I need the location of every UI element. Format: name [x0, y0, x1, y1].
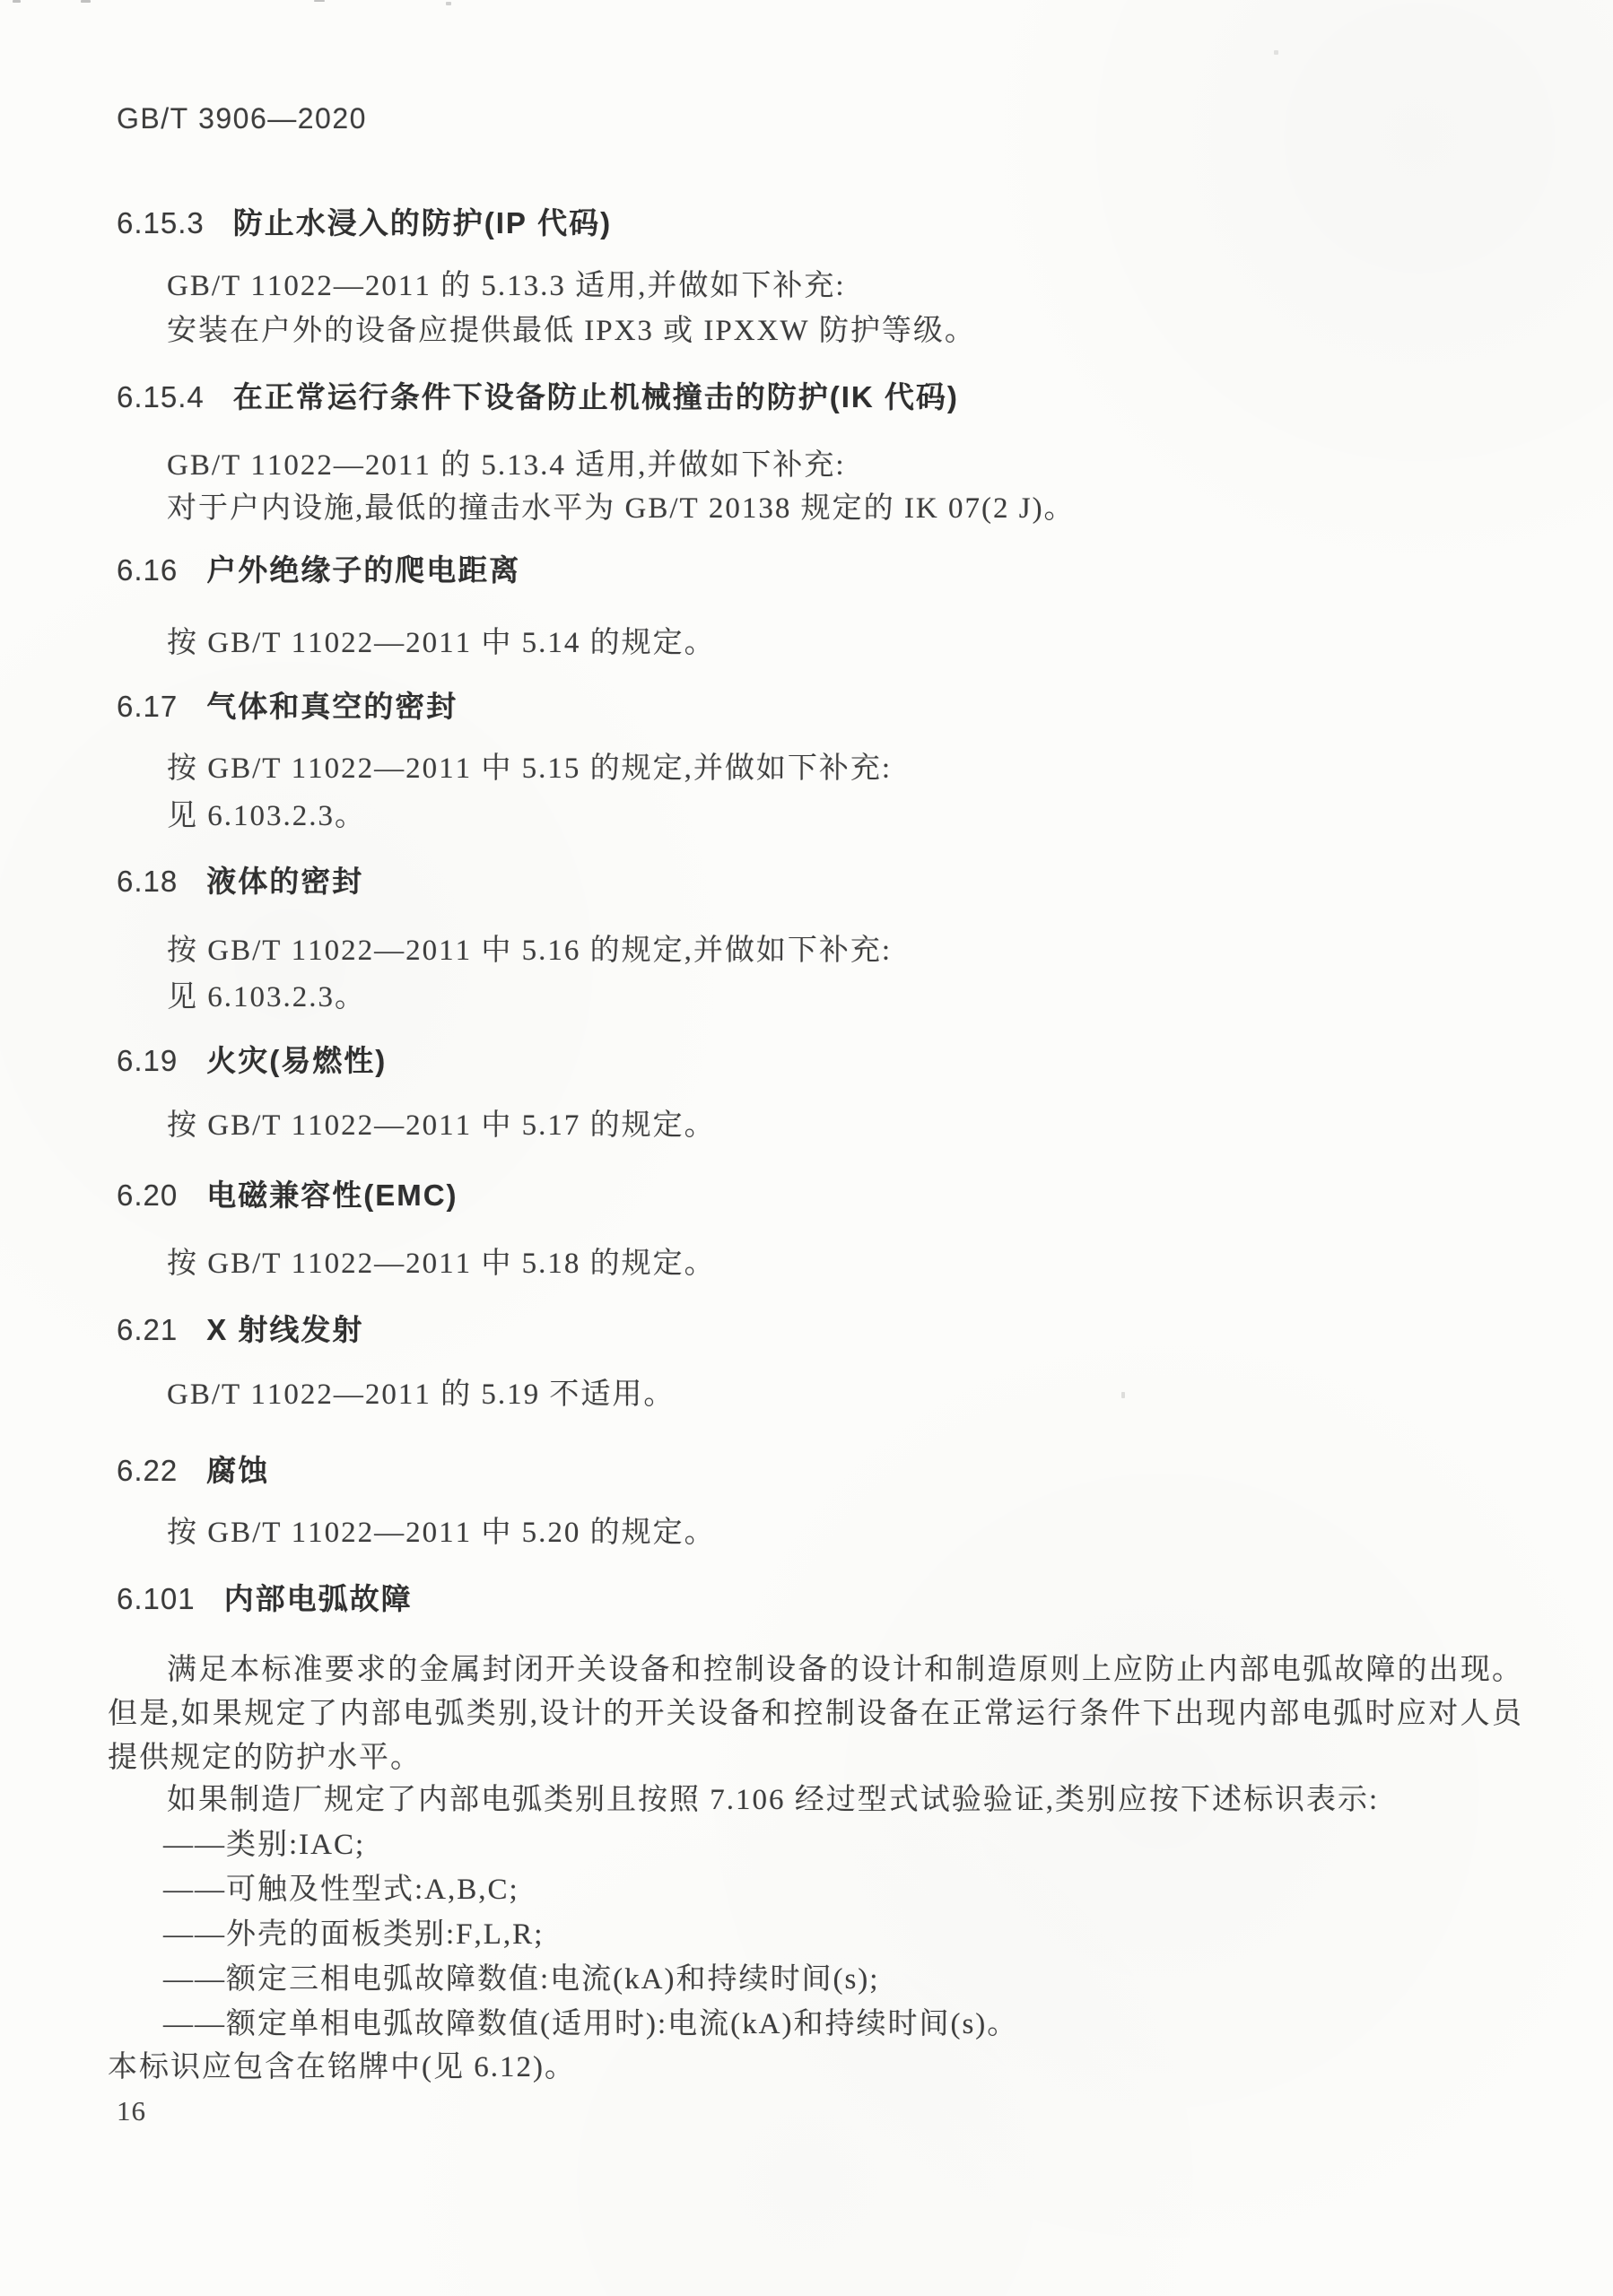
list-item: ——外壳的面板类别:F,L,R; [163, 1918, 545, 1951]
section-number: 6.22 [117, 1454, 179, 1487]
section-number: 6.101 [117, 1582, 196, 1615]
section-number: 6.19 [117, 1044, 179, 1077]
scan-artifact [446, 2, 451, 5]
paragraph: 按 GB/T 11022—2011 中 5.15 的规定,并做如下补充: [167, 752, 893, 785]
paragraph: 按 GB/T 11022—2011 中 5.14 的规定。 [167, 627, 716, 659]
section-number: 6.21 [117, 1313, 179, 1346]
paragraph: 按 GB/T 11022—2011 中 5.16 的规定,并做如下补充: [167, 935, 893, 967]
paragraph: 见 6.103.2.3。 [167, 981, 366, 1013]
paragraph: GB/T 11022—2011 的 5.13.3 适用,并做如下补充: [167, 270, 846, 302]
paragraph: 对于户内设施,最低的撞击水平为 GB/T 20138 规定的 IK 07(2 J)。 [167, 492, 1076, 525]
section-number: 6.18 [117, 865, 179, 898]
section-heading-6-16 [117, 555, 520, 585]
section-title: 火灾(易燃性) [206, 1044, 388, 1077]
section-number: 6.20 [117, 1178, 179, 1212]
scan-artifact [314, 0, 325, 2]
list-item: ——额定单相电弧故障数值(适用时):电流(kA)和持续时间(s)。 [163, 2008, 1019, 2040]
section-heading-6-22 [117, 1456, 269, 1485]
section-title: 户外绝缘子的爬电距离 [206, 553, 521, 587]
section-title: X 射线发射 [206, 1313, 364, 1346]
paragraph: GB/T 11022—2011 的 5.13.4 适用,并做如下补充: [167, 449, 846, 482]
section-title: 气体和真空的密封 [206, 690, 458, 723]
list-item: ——额定三相电弧故障数值:电流(kA)和持续时间(s); [163, 1963, 880, 1996]
section-heading-6-21 [117, 1315, 363, 1344]
section-title: 在正常运行条件下设备防止机械撞击的防护(IK 代码) [232, 380, 959, 413]
section-number: 6.16 [117, 553, 179, 587]
section-heading-6-19 [117, 1046, 387, 1075]
scan-artifact [1274, 50, 1278, 55]
section-title: 内部电弧故障 [223, 1582, 413, 1615]
scan-artifact [81, 0, 91, 3]
paragraph: 满足本标准要求的金属封闭开关设备和控制设备的设计和制造原则上应防止内部电弧故障的出现。但是,如果规定了内部电弧类别,设计的开关设备和控制设备在正常运行条件下出现内部电弧时应对人员提供规定的防护水平。 [108, 1654, 1523, 1774]
section-heading-6-18 [117, 866, 363, 896]
paragraph: 见 6.103.2.3。 [167, 800, 366, 832]
section-heading-6-20 [117, 1180, 458, 1210]
page-number: 16 [117, 2095, 146, 2126]
section-title: 液体的密封 [206, 865, 364, 898]
paragraph: 如果制造厂规定了内部电弧类别且按照 7.106 经过型式试验验证,类别应按下述标识表示: [167, 1784, 1380, 1816]
list-item: ——类别:IAC; [163, 1829, 366, 1861]
section-heading-6-17 [117, 691, 458, 721]
paragraph: GB/T 11022—2011 的 5.19 不适用。 [167, 1378, 676, 1411]
section-number: 6.15.3 [117, 206, 205, 239]
list-item: ——可触及性型式:A,B,C; [163, 1874, 519, 1906]
section-title: 腐蚀 [206, 1454, 270, 1487]
scan-artifact [13, 0, 21, 3]
paragraph: 安装在户外的设备应提供最低 IPX3 或 IPXXW 防护等级。 [167, 315, 976, 347]
section-heading-6-15-3 [117, 208, 612, 238]
paragraph: 按 GB/T 11022—2011 中 5.17 的规定。 [167, 1109, 716, 1142]
section-title: 防止水浸入的防护(IP 代码) [232, 206, 613, 239]
section-number: 6.15.4 [117, 380, 205, 413]
paragraph: 按 GB/T 11022—2011 中 5.20 的规定。 [167, 1517, 716, 1549]
paragraph: 按 GB/T 11022—2011 中 5.18 的规定。 [167, 1248, 716, 1280]
section-title: 电磁兼容性(EMC) [206, 1178, 458, 1212]
section-heading-6-101 [117, 1584, 413, 1613]
section-heading-6-15-4 [117, 382, 959, 412]
standard-code: GB/T 3906—2020 [117, 102, 367, 135]
paragraph: 本标识应包含在铭牌中(见 6.12)。 [108, 2051, 576, 2083]
section-number: 6.17 [117, 690, 179, 723]
